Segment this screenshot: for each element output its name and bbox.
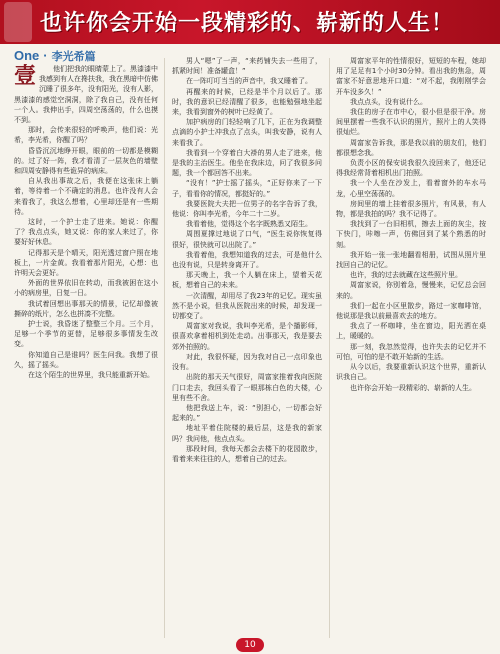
- article-page: [0, 44, 500, 654]
- paragraph: 这时，一个护士走了进来。她说：你醒了？我点点头，她又说：你的家人来过了，你要好好休息。: [14, 218, 158, 247]
- paragraph: 负责小区的保安说我很久没回来了，他还记得我经常背着相机出门拍照。: [336, 159, 486, 178]
- paragraph: 地址平着住院楼的最后层，这是我的新家吗？我问他，他点点头。: [172, 424, 322, 443]
- paragraph: 我试着回想出事那天的情景，记忆却像被撕碎的纸片，怎么也拼凑不完整。: [14, 299, 158, 318]
- section-title: [14, 48, 96, 64]
- paragraph: 自从我出事故之后，我便在这张床上躺着，等待着一个不确定的消息。也许没有人会来看我了，我这么想着，心里却还是有一些期待。: [14, 177, 158, 216]
- page-title: 也许你会开始一段精彩的、崭新的人生！: [40, 10, 455, 36]
- paragraph: 对此，我很怀疑，因为我对自己一点印象也没有。: [172, 352, 322, 372]
- paragraph: 在这个陌生的世界里，我只能重新开始。: [28, 371, 154, 380]
- article-column-2: [172, 56, 322, 640]
- paragraph: 周富家对我说，我叫李光希，是个播影师，很喜欢拿着相机到处走动。出事那天，我是要去郊外拍照的。: [172, 322, 322, 351]
- column-1-text: [14, 64, 158, 380]
- paragraph: 那天晚上，我一个人躺在床上，望着天花板，想着自己的未来。: [172, 271, 322, 290]
- paragraph: 周富家告诉我，那是我以前的朋友们，他们都很想念我。: [336, 138, 486, 157]
- column-divider: [329, 58, 330, 638]
- paragraph: 也许，我的过去就藏在这些照片里。: [350, 271, 462, 280]
- paragraph: 我一个人坐在沙发上，看着窗外的车水马龙，心里空荡荡的。: [336, 179, 486, 198]
- section-label: One: [14, 48, 40, 63]
- paragraph: 我点了一杯咖啡，坐在窗边，阳光洒在桌上，暖暖的。: [336, 322, 486, 341]
- section-author: 李光希篇: [51, 51, 96, 63]
- paragraph: 他们把我的眼睛蒙上了。黑漆漆中我感到有人在搀扶我，我在黑暗中仿佛沉睡了很多年，没有阳光，没有人影，黑漆漆的感觉空洞洞，除了我自己，没有任何一个人。我伸出手，四周空荡荡的，什么也摸不到。: [14, 65, 158, 125]
- paragraph: 周富家平年的性情很好，短短的车程，她却用了足足有1个小时30分钟。看出我的焦急，周富家不好意思地开口道：“对不起，我刚刚学会开车没多久！”: [336, 57, 486, 96]
- paragraph: “没有！”护士摇了摇头，“正好你来了一下子，看看你的情况，都挺好的。”: [172, 179, 322, 198]
- paragraph: 一次清醒，却用尽了我23年的记忆。现实虽然不是小说，但我从医院出来的时候，却发现一切都变了。: [172, 291, 322, 321]
- paragraph: 记得那天是个晴天，阳光透过窗户照在地板上，一片金黄。我看着那片阳光，心想：也许明天会更好。: [14, 248, 158, 278]
- paragraph: 男人“嗯”了一声，“来药铺失去一些用了，抓紧时间！准备罐盒！”: [172, 57, 322, 76]
- paragraph: 房间里的墙上挂着很多照片，有风景，有人物，都是我拍的吗？我不记得了。: [336, 199, 486, 219]
- paragraph: 周富家说，你别着急，慢慢来，记忆总会回来的。: [336, 281, 486, 300]
- article-column-3: [336, 56, 486, 640]
- drop-cap: 壹: [14, 64, 37, 89]
- paragraph: 外面的世界依旧在转动，而我被困在这小小的病房里，日复一日。: [14, 279, 158, 298]
- paragraph: 我住的房子在市中心，很小但是很干净。房间里摆着一些我不认识的照片，照片上的人笑得很灿烂。: [336, 108, 486, 137]
- paragraph: 在一阵叮叮当当的声音中，我又睡着了。: [186, 77, 312, 86]
- paragraph: 你知道自己是谁吗？医生问我。我想了很久，摇了摇头。: [14, 350, 158, 369]
- paragraph: 他把我送上车，说：“别担心，一切都会好起来的。”: [172, 403, 322, 423]
- paragraph: 我们一起在小区里散步，路过一家咖啡馆，他说那是我以前最喜欢去的地方。: [336, 301, 486, 321]
- header-banner: [0, 0, 500, 44]
- paragraph: 我看到一个穿着白大褂的男人走了进来，他是我的主治医生。他坐在我床边，问了我很多问题，我一个都回答不出来。: [172, 148, 322, 178]
- column-2-text: [172, 56, 322, 464]
- paragraph: 周围夏撑过地说了口气，“医生说你恢复得很好，很快就可以出院了。”: [172, 230, 322, 249]
- column-divider: [164, 58, 165, 638]
- page-number: 10: [236, 638, 264, 652]
- paragraph: 出院的那天天气很好，周富家推着我向医院门口走去，我回头看了一眼那栋白色的大楼，心里有些不舍。: [172, 373, 322, 402]
- paragraph: 我找到了一台旧相机，擦去上面的灰尘，按下快门，咔嚓一声，仿佛回到了某个熟悉的时刻。: [336, 220, 486, 249]
- paragraph: 那段时间，我每天都会去楼下的花园散步，看着来来往往的人，想着自己的过去。: [172, 444, 322, 463]
- paragraph: 我看着他，觉得这个名字既熟悉又陌生。: [186, 220, 312, 229]
- column-3-text: [336, 56, 486, 393]
- paragraph: 昏昏沉沉地睁开眼，眼前的一切都是模糊的。过了好一阵，我才看清了一层灰色的墙壁和四周安静得有些诡异的病床。: [14, 146, 158, 176]
- paragraph: 再醒来的时候，已经是半个月以后了。那时，我的意识已经清醒了很多，也能勉强地坐起来，我看到窗外的树叶已经黄了。: [172, 87, 322, 117]
- paragraph: 我要医院大夫把一位男子的名字告诉了我，他说：你叫李光希，今年二十二岁。: [172, 199, 322, 219]
- paragraph: 我看着他，我想知道我的过去，可是他什么也没有说，只是转身离开了。: [172, 250, 322, 270]
- paragraph: 那一刻，我忽然觉得，也许失去的记忆并不可怕，可怕的是不敢开始新的生活。: [336, 342, 486, 361]
- paragraph: 护士说，我昏迷了整整三个月。三个月，足够一个季节的更替，足够很多事情发生改变。: [14, 320, 158, 349]
- paragraph: 我开始一张一张地翻看相册，试图从照片里找回自己的记忆。: [336, 250, 486, 270]
- paragraph: 那时，会传来很轻的呼唤声，他们说：光希，李光希，你醒了吗？: [14, 126, 158, 145]
- paragraph: 从今以后，我要重新认识这个世界，重新认识我自己。: [336, 363, 486, 382]
- paragraph: 我点点头，没有说什么。: [350, 97, 427, 106]
- paragraph: 加护病房的门轻轻响了几下，正在为我调整点滴的小护士冲我点了点头，叫我安静，说有人来看我了。: [172, 118, 322, 147]
- article-column-1: [14, 64, 158, 640]
- title-separator: ·: [43, 48, 48, 63]
- paragraph: 也许你会开始一段精彩的、崭新的人生。: [350, 383, 476, 392]
- banner-decoration: [4, 2, 32, 42]
